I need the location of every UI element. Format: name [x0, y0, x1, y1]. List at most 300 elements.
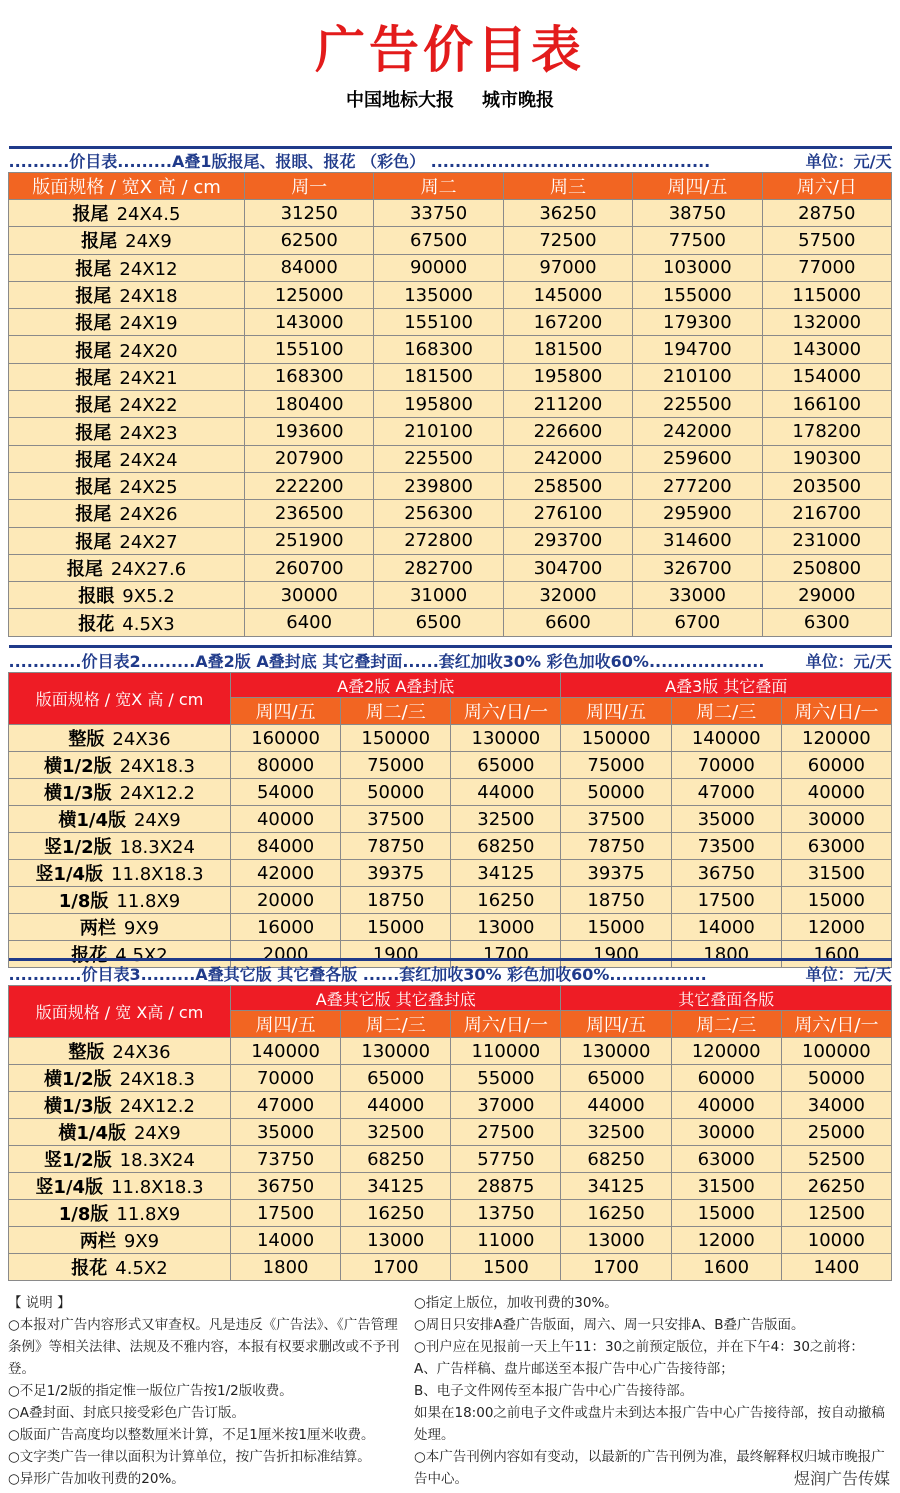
price-cell: 33000	[633, 582, 762, 609]
price-cell: 73750	[231, 1146, 341, 1173]
price-cell: 25000	[781, 1119, 891, 1146]
spec-type: 报花	[71, 1258, 108, 1279]
spec-cell	[9, 309, 245, 336]
price-cell: 181500	[374, 363, 503, 390]
spec-cell	[9, 914, 231, 941]
price-cell: 78750	[561, 833, 671, 860]
spec-cell	[9, 1092, 231, 1119]
note-line: ○周日只安排A叠广告版面，周六、周一只安排A、B叠广告版面。	[414, 1317, 805, 1333]
spec-size: 4.5X3	[122, 613, 175, 635]
spec-size: 9X5.2	[122, 586, 175, 608]
table-row	[9, 833, 892, 860]
note-line: 如果在18:00之前电子文件或盘片未到达本报广告中心广告接待部，按自动撤稿处理。	[414, 1405, 885, 1443]
price-cell: 47000	[231, 1092, 341, 1119]
price-cell: 277200	[633, 472, 762, 499]
price-cell: 130000	[451, 725, 561, 752]
price-cell: 31000	[374, 582, 503, 609]
spec-cell	[9, 1065, 231, 1092]
spec-cell	[9, 779, 231, 806]
note-line: ○指定上版位，加收刊费的30%。	[414, 1295, 618, 1311]
column-header: 版面规格 / 宽X 高 / cm	[9, 173, 245, 200]
table-row	[9, 806, 892, 833]
price-cell: 155100	[374, 309, 503, 336]
price-cell: 60000	[671, 1065, 781, 1092]
price-cell: 75000	[561, 752, 671, 779]
table-2-caption	[9, 647, 892, 673]
price-cell: 77000	[762, 254, 891, 281]
spec-size: 24X18.3	[119, 756, 195, 777]
price-cell: 251900	[245, 527, 374, 554]
price-cell: 40000	[671, 1092, 781, 1119]
spec-type: 报尾	[66, 559, 103, 580]
price-table-2	[8, 645, 892, 968]
price-cell: 6500	[374, 609, 503, 636]
price-cell: 155100	[245, 336, 374, 363]
price-cell: 36750	[671, 860, 781, 887]
price-cell: 145000	[503, 281, 632, 308]
price-cell: 150000	[341, 725, 451, 752]
spec-size: 24X19	[119, 313, 178, 335]
price-cell: 6400	[245, 609, 374, 636]
spec-type: 报尾	[75, 449, 112, 471]
table-row	[9, 254, 892, 281]
price-cell: 242000	[633, 418, 762, 445]
spec-type: 整版	[68, 729, 105, 750]
spec-type: 横1/2版	[44, 756, 112, 777]
subtitle-paper-2: 城市晚报	[482, 90, 554, 111]
spec-type: 报尾	[75, 395, 112, 417]
price-cell: 282700	[374, 554, 503, 581]
spec-type: 横1/3版	[44, 1096, 112, 1117]
price-cell: 10000	[781, 1227, 891, 1254]
spec-cell	[9, 554, 245, 581]
table-row	[9, 887, 892, 914]
spec-size: 24X18.3	[119, 1069, 195, 1090]
spec-type: 1/8版	[58, 891, 109, 912]
spec-type: 竖1/2版	[44, 837, 112, 858]
note-line: ○不足1/2版的指定惟一版位广告按1/2版收费。	[8, 1383, 293, 1399]
spec-type: 竖1/4版	[35, 1177, 104, 1198]
spec-size: 24X25	[119, 477, 178, 499]
price-cell: 13000	[561, 1227, 671, 1254]
price-cell: 65000	[341, 1065, 451, 1092]
table-row	[9, 914, 892, 941]
spec-type: 报尾	[75, 340, 112, 362]
spec-cell	[9, 445, 245, 472]
price-cell: 31500	[781, 860, 891, 887]
price-cell: 239800	[374, 472, 503, 499]
price-cell: 180400	[245, 391, 374, 418]
price-cell: 140000	[671, 725, 781, 752]
column-header: 周二/三	[671, 1011, 781, 1038]
price-cell: 70000	[671, 752, 781, 779]
price-cell: 12500	[781, 1200, 891, 1227]
group-header: A叠其它版 其它叠封底	[231, 986, 561, 1011]
price-cell: 304700	[503, 554, 632, 581]
spec-type: 报尾	[72, 204, 109, 226]
price-cell: 260700	[245, 554, 374, 581]
price-cell: 63000	[671, 1146, 781, 1173]
price-cell: 256300	[374, 500, 503, 527]
spec-size: 24X24	[119, 449, 178, 471]
price-cell: 203500	[762, 472, 891, 499]
note-line: ○异形广告加收刊费的20%。	[8, 1471, 185, 1487]
watermark-text: 煜润广告传媒	[793, 1469, 890, 1488]
spec-type: 报眼	[78, 586, 115, 608]
price-cell: 225500	[633, 391, 762, 418]
price-cell: 1800	[231, 1254, 341, 1281]
note-line: 【 说明 】	[8, 1295, 71, 1311]
price-cell: 13000	[341, 1227, 451, 1254]
spec-type: 横1/4版	[58, 810, 126, 831]
spec-cell	[9, 472, 245, 499]
spec-cell	[9, 752, 231, 779]
price-cell: 210100	[374, 418, 503, 445]
price-cell: 32000	[503, 582, 632, 609]
spec-type: 报尾	[75, 313, 112, 335]
subtitle-paper-1: 中国地标大报	[346, 90, 454, 111]
price-cell: 242000	[503, 445, 632, 472]
table-row	[9, 1254, 892, 1281]
group-header: A叠3版 其它叠面	[561, 673, 892, 698]
price-cell: 32500	[341, 1119, 451, 1146]
spec-cell	[9, 1173, 231, 1200]
page-subtitle	[0, 86, 900, 112]
table-row	[9, 1038, 892, 1065]
price-cell: 75000	[341, 752, 451, 779]
price-cell: 195800	[503, 363, 632, 390]
price-cell: 27500	[451, 1119, 561, 1146]
table-1-caption	[9, 148, 892, 173]
price-cell: 36750	[231, 1173, 341, 1200]
spec-cell	[9, 1119, 231, 1146]
note-line: ○本报对广告内容形式又审查权。凡是违反《广告法》、《广告管理条例》等相关法律、法规及不雅内容，本报有权要求删改或不予刊登。	[8, 1317, 400, 1377]
price-cell: 1600	[671, 1254, 781, 1281]
price-cell: 1500	[451, 1254, 561, 1281]
spec-size: 24X9	[133, 1123, 181, 1144]
spec-size: 4.5X2	[115, 945, 168, 966]
price-cell: 57500	[762, 227, 891, 254]
table-row	[9, 1200, 892, 1227]
price-cell: 42000	[231, 860, 341, 887]
price-cell: 135000	[374, 281, 503, 308]
column-header: 周二/三	[671, 698, 781, 725]
price-cell: 68250	[451, 833, 561, 860]
price-cell: 57750	[451, 1146, 561, 1173]
price-cell: 29000	[762, 582, 891, 609]
spec-type: 报尾	[75, 422, 112, 444]
table-row	[9, 1227, 892, 1254]
spec-cell	[9, 227, 245, 254]
price-cell: 14000	[231, 1227, 341, 1254]
price-cell: 190300	[762, 445, 891, 472]
spec-size: 24X27	[119, 531, 178, 553]
price-cell: 38750	[633, 200, 762, 227]
price-cell: 13750	[451, 1200, 561, 1227]
column-header: 周六/日/一	[451, 698, 561, 725]
spec-type: 报尾	[81, 231, 118, 253]
table-row	[9, 725, 892, 752]
table-2-caption-left: ............价目表2.........A叠2版 A叠封底 其它叠封面......套红加收30% 彩色加收60%...................	[8, 651, 765, 671]
price-cell: 1900	[341, 941, 451, 968]
spec-size: 24X36	[112, 729, 171, 750]
column-header: 周六/日	[762, 173, 891, 200]
spec-cell	[9, 887, 231, 914]
spec-type: 竖1/2版	[44, 1150, 112, 1171]
price-cell: 50000	[781, 1065, 891, 1092]
spec-size: 18.3X24	[119, 1150, 195, 1171]
price-cell: 143000	[245, 309, 374, 336]
spec-cell	[9, 1227, 231, 1254]
column-header-spec: 版面规格 / 宽 X高 / cm	[9, 986, 231, 1038]
note-line: ○本广告刊例内容如有变动，以最新的广告刊例为准，最终解释权归城市晚报广告中心。	[414, 1449, 885, 1487]
price-table-1	[8, 146, 892, 637]
price-cell: 31500	[671, 1173, 781, 1200]
spec-type: 横1/2版	[44, 1069, 112, 1090]
price-cell: 34125	[561, 1173, 671, 1200]
spec-size: 24X27.6	[110, 559, 187, 580]
price-cell: 50000	[561, 779, 671, 806]
price-table-3	[8, 958, 892, 1281]
price-cell: 110000	[451, 1038, 561, 1065]
price-cell: 150000	[561, 725, 671, 752]
table-row	[9, 227, 892, 254]
spec-size: 24X4.5	[116, 204, 181, 226]
price-cell: 77500	[633, 227, 762, 254]
group-header: A叠2版 A叠封底	[231, 673, 561, 698]
price-cell: 179300	[633, 309, 762, 336]
price-cell: 143000	[762, 336, 891, 363]
price-cell: 32500	[451, 806, 561, 833]
price-cell: 78750	[341, 833, 451, 860]
price-cell: 231000	[762, 527, 891, 554]
group-header: 其它叠面各版	[561, 986, 892, 1011]
spec-size: 24X12	[119, 258, 178, 280]
price-cell: 120000	[671, 1038, 781, 1065]
spec-size: 24X12.2	[119, 783, 195, 804]
price-cell: 250800	[762, 554, 891, 581]
price-cell: 35000	[231, 1119, 341, 1146]
table-1-unit: 单位：元/天	[805, 152, 892, 171]
table-row	[9, 554, 892, 581]
notes-right	[414, 1292, 892, 1490]
column-header: 周四/五	[561, 1011, 671, 1038]
spec-cell	[9, 336, 245, 363]
price-cell: 17500	[231, 1200, 341, 1227]
column-header: 周六/日/一	[781, 1011, 891, 1038]
price-cell: 226600	[503, 418, 632, 445]
spec-type: 报花	[71, 945, 108, 966]
price-cell: 1900	[561, 941, 671, 968]
table-row	[9, 200, 892, 227]
spec-type: 报尾	[75, 531, 112, 553]
price-cell: 314600	[633, 527, 762, 554]
price-cell: 115000	[762, 281, 891, 308]
price-cell: 259600	[633, 445, 762, 472]
table-3-unit: 单位：元/天	[805, 964, 892, 984]
spec-cell	[9, 725, 231, 752]
page-title: 广告价目表	[315, 21, 585, 79]
spec-cell	[9, 1200, 231, 1227]
price-cell: 216700	[762, 500, 891, 527]
spec-type: 竖1/4版	[35, 864, 104, 885]
price-cell: 130000	[341, 1038, 451, 1065]
table-row	[9, 582, 892, 609]
price-cell: 37500	[341, 806, 451, 833]
price-cell: 16250	[561, 1200, 671, 1227]
price-cell: 207900	[245, 445, 374, 472]
price-cell: 132000	[762, 309, 891, 336]
price-cell: 16000	[231, 914, 341, 941]
price-cell: 39375	[561, 860, 671, 887]
price-cell: 31250	[245, 200, 374, 227]
price-cell: 37500	[561, 806, 671, 833]
note-line: ○刊户应在见报前一天上午11：30之前预定版位，并在下午4：30之前将：	[414, 1339, 864, 1355]
spec-size: 24X9	[133, 810, 181, 831]
spec-type: 两栏	[79, 918, 116, 939]
price-cell: 65000	[451, 752, 561, 779]
price-cell: 65000	[561, 1065, 671, 1092]
column-header: 周一	[245, 173, 374, 200]
table-row	[9, 1065, 892, 1092]
price-cell: 26250	[781, 1173, 891, 1200]
price-cell: 1600	[781, 941, 891, 968]
spec-type: 报尾	[75, 504, 112, 526]
price-cell: 100000	[781, 1038, 891, 1065]
table-row	[9, 391, 892, 418]
price-cell: 44000	[561, 1092, 671, 1119]
spec-size: 24X23	[119, 422, 178, 444]
table-row	[9, 472, 892, 499]
price-cell: 33750	[374, 200, 503, 227]
note-line: ○版面广告高度均以整数厘米计算，不足1厘米按1厘米收费。	[8, 1427, 375, 1443]
price-cell: 166100	[762, 391, 891, 418]
spec-cell	[9, 833, 231, 860]
price-cell: 194700	[633, 336, 762, 363]
spec-cell	[9, 1146, 231, 1173]
price-cell: 16250	[341, 1200, 451, 1227]
column-header: 周四/五	[231, 698, 341, 725]
price-cell: 18750	[561, 887, 671, 914]
price-cell: 60000	[781, 752, 891, 779]
price-cell: 1800	[671, 941, 781, 968]
price-cell: 167200	[503, 309, 632, 336]
price-cell: 17500	[671, 887, 781, 914]
spec-size: 24X21	[119, 367, 178, 389]
table-3-caption-left: ............价目表3.........A叠其它版 其它叠各版 ......套红加收30% 彩色加收60%................	[8, 964, 707, 984]
price-cell: 1400	[781, 1254, 891, 1281]
table-row	[9, 309, 892, 336]
column-header: 周二/三	[341, 698, 451, 725]
price-cell: 272800	[374, 527, 503, 554]
spec-cell	[9, 527, 245, 554]
column-header: 周六/日/一	[781, 698, 891, 725]
price-cell: 12000	[781, 914, 891, 941]
column-header: 周三	[503, 173, 632, 200]
table-row	[9, 527, 892, 554]
note-line: ○A叠封面、封底只接受彩色广告订版。	[8, 1405, 246, 1421]
price-cell: 12000	[671, 1227, 781, 1254]
price-cell: 168300	[374, 336, 503, 363]
price-cell: 97000	[503, 254, 632, 281]
price-cell: 34000	[781, 1092, 891, 1119]
table-row	[9, 418, 892, 445]
price-cell: 37000	[451, 1092, 561, 1119]
spec-size: 24X12.2	[119, 1096, 195, 1117]
spec-cell	[9, 860, 231, 887]
price-cell: 28750	[762, 200, 891, 227]
price-cell: 84000	[231, 833, 341, 860]
spec-cell	[9, 1038, 231, 1065]
price-cell: 6600	[503, 609, 632, 636]
price-cell: 36250	[503, 200, 632, 227]
spec-size: 9X9	[123, 1231, 160, 1252]
table-row	[9, 860, 892, 887]
table-row	[9, 609, 892, 636]
price-cell: 35000	[671, 806, 781, 833]
price-cell: 103000	[633, 254, 762, 281]
table-row	[9, 1146, 892, 1173]
spec-size: 11.8X18.3	[111, 1177, 204, 1198]
price-cell: 178200	[762, 418, 891, 445]
column-header: 周二/三	[341, 1011, 451, 1038]
note-line: A、广告样稿、盘片邮送至本报广告中心广告接待部；	[414, 1361, 734, 1377]
price-cell: 68250	[341, 1146, 451, 1173]
spec-cell	[9, 500, 245, 527]
price-cell: 130000	[561, 1038, 671, 1065]
price-cell: 195800	[374, 391, 503, 418]
spec-type: 报尾	[75, 477, 112, 499]
price-cell: 70000	[231, 1065, 341, 1092]
note-line: B、电子文件网传至本报广告中心广告接待部。	[414, 1383, 694, 1399]
price-cell: 16250	[451, 887, 561, 914]
price-cell: 34125	[341, 1173, 451, 1200]
notes-left	[8, 1292, 406, 1490]
price-cell: 84000	[245, 254, 374, 281]
price-cell: 1700	[561, 1254, 671, 1281]
spec-size: 24X9	[125, 231, 172, 253]
spec-cell	[9, 363, 245, 390]
price-cell: 14000	[671, 914, 781, 941]
spec-type: 报尾	[75, 258, 112, 280]
table-row	[9, 336, 892, 363]
price-cell: 30000	[671, 1119, 781, 1146]
price-cell: 276100	[503, 500, 632, 527]
price-cell: 211200	[503, 391, 632, 418]
table-3-caption	[9, 960, 892, 986]
spec-type: 整版	[68, 1042, 105, 1063]
price-cell: 2000	[231, 941, 341, 968]
spec-type: 报花	[78, 613, 115, 635]
price-cell: 68250	[561, 1146, 671, 1173]
spec-size: 9X9	[123, 918, 160, 939]
table-3-body	[9, 1038, 892, 1281]
spec-size: 11.8X18.3	[111, 864, 204, 885]
column-header: 周四/五	[231, 1011, 341, 1038]
spec-cell	[9, 391, 245, 418]
price-cell: 168300	[245, 363, 374, 390]
spec-size: 18.3X24	[119, 837, 195, 858]
price-cell: 6300	[762, 609, 891, 636]
price-cell: 140000	[231, 1038, 341, 1065]
price-cell: 18750	[341, 887, 451, 914]
column-header-spec: 版面规格 / 宽X 高 / cm	[9, 673, 231, 725]
price-cell: 193600	[245, 418, 374, 445]
spec-size: 24X18	[119, 286, 178, 308]
spec-type: 1/8版	[58, 1204, 109, 1225]
price-cell: 293700	[503, 527, 632, 554]
price-cell: 80000	[231, 752, 341, 779]
